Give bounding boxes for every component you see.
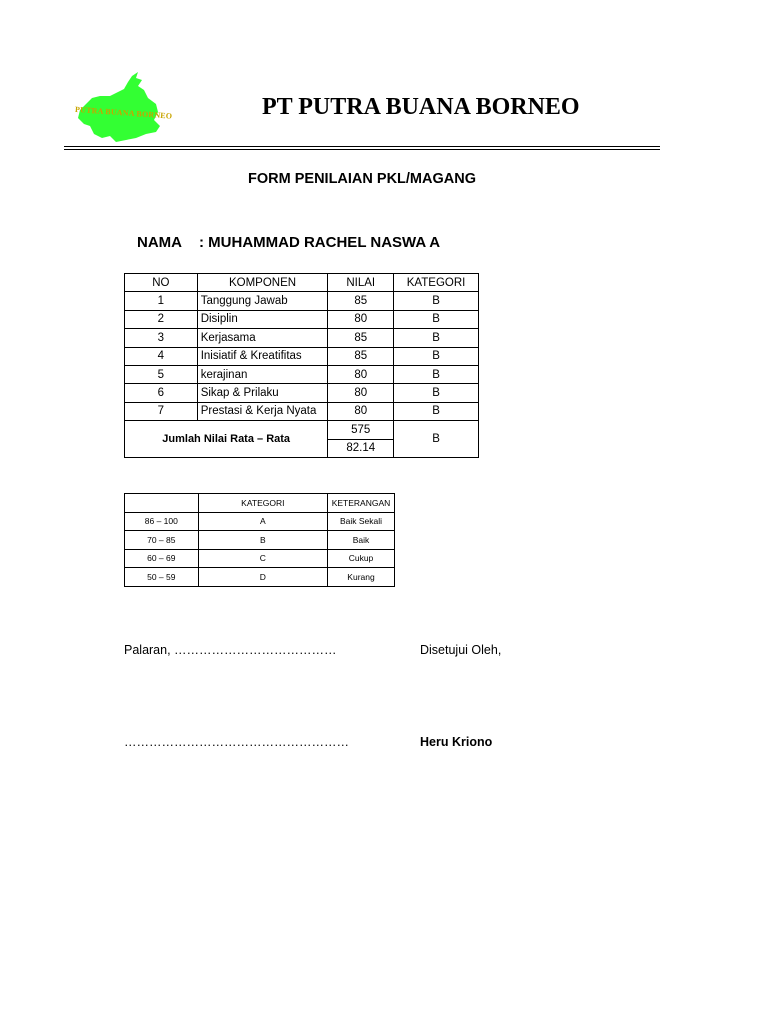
category-description: Kurang xyxy=(328,568,395,587)
place-date-line: Palaran, ………………………………… xyxy=(124,643,337,657)
form-title: FORM PENILAIAN PKL/MAGANG xyxy=(248,171,476,187)
assessment-table xyxy=(124,273,479,458)
header-cell: KETERANGAN xyxy=(328,494,395,513)
logo-text: PUTRA BUANA BORNEO xyxy=(74,104,173,121)
component-score: 80 xyxy=(328,384,394,402)
component-score: 85 xyxy=(328,292,394,310)
component-name: Prestasi & Kerja Nyata xyxy=(197,402,328,420)
summary-row-total xyxy=(125,421,479,439)
header-cell: KATEGORI xyxy=(198,494,327,513)
header-cell: KOMPONEN xyxy=(197,274,328,292)
company-logo xyxy=(72,68,173,144)
category-description: Baik Sekali xyxy=(328,512,395,531)
name-value: : MUHAMMAD RACHEL NASWA A xyxy=(199,234,441,251)
component-score: 80 xyxy=(328,310,394,328)
header-cell: KATEGORI xyxy=(394,274,479,292)
score-range: 50 – 59 xyxy=(125,568,199,587)
row-number: 3 xyxy=(125,329,198,347)
row-number: 2 xyxy=(125,310,198,328)
score-range: 60 – 69 xyxy=(125,549,199,568)
row-number: 5 xyxy=(125,365,198,383)
category-grade: A xyxy=(198,512,327,531)
row-number: 7 xyxy=(125,402,198,420)
name-label: NAMA xyxy=(137,234,182,251)
table-row xyxy=(125,402,479,420)
summary-label: Jumlah Nilai Rata – Rata xyxy=(125,421,328,458)
header-cell: NILAI xyxy=(328,274,394,292)
score-range: 70 – 85 xyxy=(125,531,199,550)
header-divider-bottom xyxy=(64,149,660,150)
component-category: B xyxy=(394,310,479,328)
component-category: B xyxy=(394,329,479,347)
table-row xyxy=(125,310,479,328)
row-number: 6 xyxy=(125,384,198,402)
component-score: 85 xyxy=(328,347,394,365)
component-name: Inisiatif & Kreatifitas xyxy=(197,347,328,365)
category-description: Baik xyxy=(328,531,395,550)
component-name: Tanggung Jawab xyxy=(197,292,328,310)
category-grade: C xyxy=(198,549,327,568)
table-row xyxy=(125,384,479,402)
component-name: Kerjasama xyxy=(197,329,328,347)
header-cell: NO xyxy=(125,274,198,292)
table-row xyxy=(125,549,395,568)
table-row xyxy=(125,292,479,310)
summary-average: 82.14 xyxy=(328,439,394,457)
category-grade: B xyxy=(198,531,327,550)
component-category: B xyxy=(394,384,479,402)
component-category: B xyxy=(394,402,479,420)
component-category: B xyxy=(394,347,479,365)
category-description: Cukup xyxy=(328,549,395,568)
row-number: 1 xyxy=(125,292,198,310)
signer-name: Heru Kriono xyxy=(420,735,493,749)
table-row xyxy=(125,329,479,347)
category-grade: D xyxy=(198,568,327,587)
component-category: B xyxy=(394,292,479,310)
component-name: Disiplin xyxy=(197,310,328,328)
component-score: 80 xyxy=(328,365,394,383)
table-row xyxy=(125,512,395,531)
component-category: B xyxy=(394,365,479,383)
summary-total: 575 xyxy=(328,421,394,439)
score-range: 86 – 100 xyxy=(125,512,199,531)
component-name: kerajinan xyxy=(197,365,328,383)
student-name-row xyxy=(137,234,440,251)
category-table xyxy=(124,493,395,587)
table-row xyxy=(125,365,479,383)
component-score: 80 xyxy=(328,402,394,420)
table-row xyxy=(125,347,479,365)
table-row xyxy=(125,531,395,550)
approved-by-label: Disetujui Oleh, xyxy=(420,643,502,657)
row-number: 4 xyxy=(125,347,198,365)
summary-category: B xyxy=(394,421,479,458)
category-header-row xyxy=(125,494,395,513)
header-divider-top xyxy=(64,146,660,147)
component-score: 85 xyxy=(328,329,394,347)
signature-line: ……………………………………………… xyxy=(124,735,349,749)
header-cell xyxy=(125,494,199,513)
component-name: Sikap & Prilaku xyxy=(197,384,328,402)
table-header-row xyxy=(125,274,479,292)
table-row xyxy=(125,568,395,587)
company-name: PT PUTRA BUANA BORNEO xyxy=(262,94,580,120)
